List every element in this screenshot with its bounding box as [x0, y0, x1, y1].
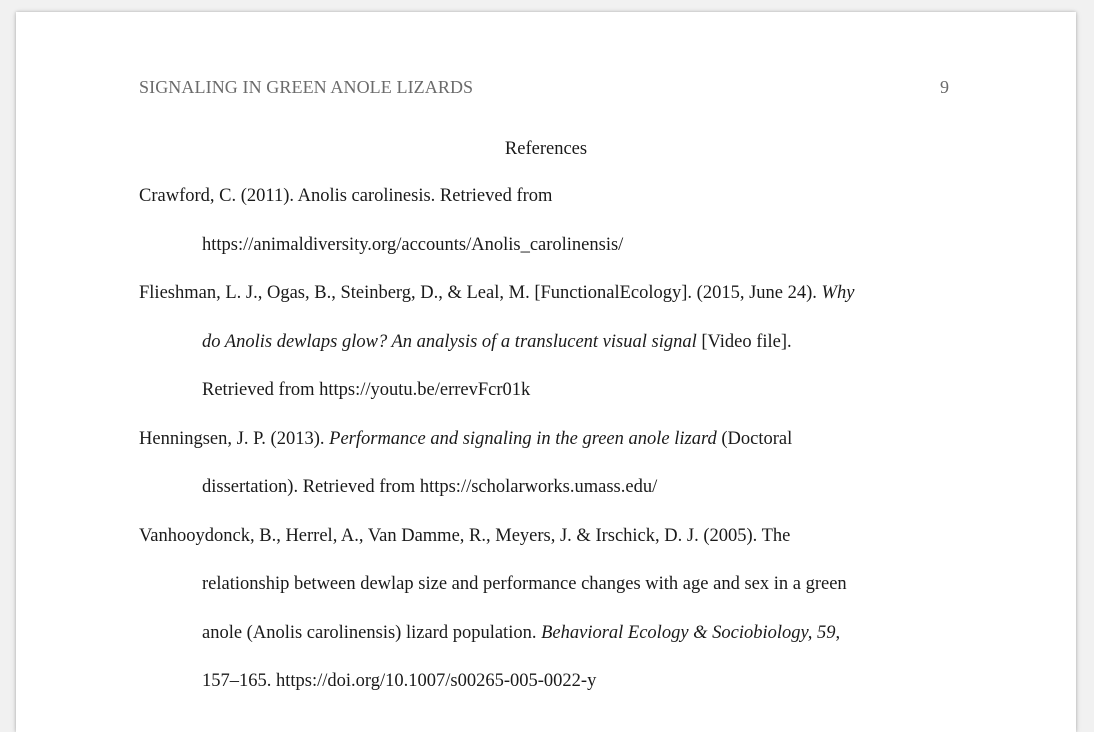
reference-crawford-line-1: Crawford, C. (2011). Anolis carolinesis. Retrieved from [139, 186, 553, 206]
reference-vanhooydonck-line-2: relationship between dewlap size and performance changes with age and sex in a green [202, 574, 847, 594]
reference-henningsen-line-1: Henningsen, J. P. (2013). Performance and signaling in the green anole lizard (Doctoral [139, 428, 793, 449]
running-head: SIGNALING IN GREEN ANOLE LIZARDS [139, 77, 474, 97]
reference-list [139, 172, 949, 706]
reference-flieshman-line-1: Flieshman, L. J., Ogas, B., Steinberg, D., & Leal, M. [FunctionalEcology]. (2015, June 24). Why [139, 283, 855, 303]
reference-vanhooydonck-line-1: Vanhooydonck, B., Herrel, A., Van Damme, R., Meyers, J. & Irschick, D. J. (2005). The [139, 525, 791, 546]
reference-vanhooydonck-line-4: 157–165. https://doi.org/10.1007/s00265-005-0022-y [202, 671, 597, 691]
reference-flieshman-line-2: do Anolis dewlaps glow? An analysis of a translucent visual signal [Video file]. [202, 331, 792, 352]
reference-flieshman-line-3: Retrieved from https://youtu.be/errevFcr01k [202, 380, 531, 400]
reference-henningsen-line-2: dissertation). Retrieved from https://scholarworks.umass.edu/ [202, 477, 658, 497]
references-heading: References [504, 139, 588, 159]
reference-vanhooydonck-line-3: anole (Anolis carolinensis) lizard population. Behavioral Ecology & Sociobiology, 59, [202, 622, 841, 643]
reference-crawford-line-2: https://animaldiversity.org/accounts/Anolis_carolinensis/ [202, 234, 624, 255]
page-number: 9 [940, 77, 949, 97]
document-page [16, 12, 1076, 732]
